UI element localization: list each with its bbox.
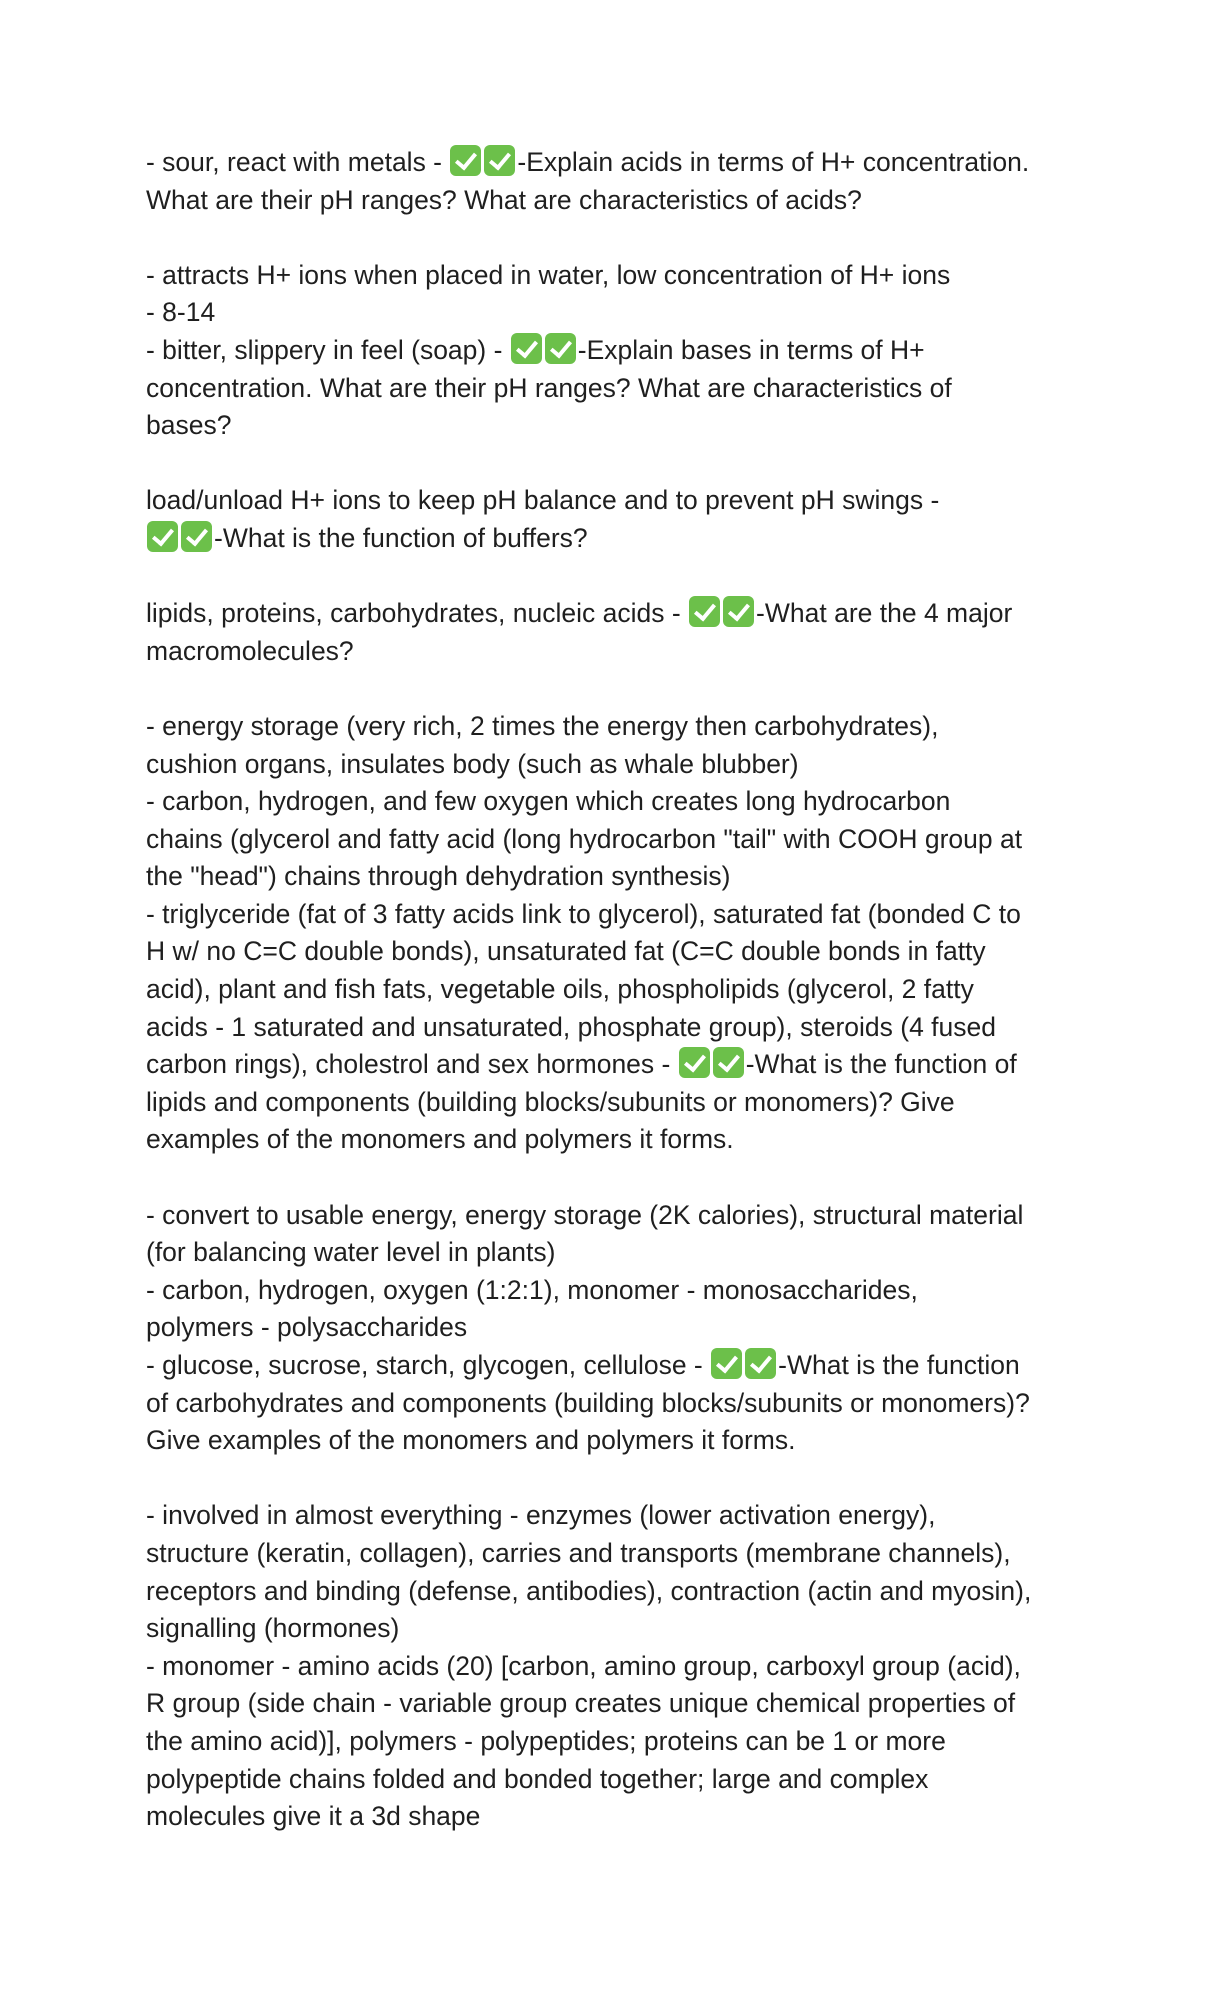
text-line (146, 1685, 1098, 1723)
text-line (146, 633, 1098, 671)
check-mark-icon (450, 145, 481, 176)
flashcard-paragraph (146, 595, 1098, 670)
check-mark-icon (679, 1047, 710, 1078)
flashcard-paragraph (146, 1497, 1098, 1835)
check-mark-icon (147, 521, 178, 552)
text-line (146, 1798, 1098, 1836)
text-line (146, 896, 1098, 934)
text-line (146, 1723, 1098, 1761)
text-line (146, 144, 1098, 182)
text-segment: polymers - polysaccharides (146, 1312, 468, 1343)
text-line (146, 933, 1098, 971)
text-segment: chains (glycerol and fatty acid (long hydrocarbon "tail" with COOH group at (146, 823, 1023, 854)
paragraph-gap (146, 1460, 1098, 1498)
check-mark-icon (181, 521, 212, 552)
text-segment: -Explain acids in terms of H+ concentration. (517, 147, 1030, 177)
text-segment: Give examples of the monomers and polymers it forms. (146, 1425, 796, 1456)
text-segment: - convert to usable energy, energy storage (2K calories), structural material (146, 1199, 1024, 1230)
text-segment: macromolecules? (146, 635, 354, 666)
check-mark-icon (745, 1348, 776, 1379)
text-line (146, 821, 1098, 859)
text-segment: examples of the monomers and polymers it forms. (146, 1124, 734, 1155)
text-segment: - sour, react with metals - (146, 147, 450, 177)
check-mark-icon (711, 1348, 742, 1379)
text-segment: - bitter, slippery in feel (soap) - (146, 334, 510, 365)
text-line (146, 1422, 1098, 1460)
text-segment: -What is the function of buffers? (214, 522, 588, 553)
flashcard-paragraph (146, 144, 1098, 219)
text-segment: - involved in almost everything - enzymes (lower activation energy), (146, 1500, 936, 1531)
paragraph-gap (146, 1159, 1098, 1197)
text-segment: the amino acid)], polymers - polypeptides; proteins can be 1 or more (146, 1725, 946, 1756)
text-line (146, 1761, 1098, 1799)
text-line (146, 783, 1098, 821)
text-line (146, 370, 1098, 408)
check-mark-icon (713, 1047, 744, 1078)
text-segment: signalling (hormones) (146, 1613, 400, 1644)
text-line (146, 1535, 1098, 1573)
text-line (146, 1197, 1098, 1235)
text-segment: concentration. What are their pH ranges? What are characteristics of (146, 372, 952, 403)
text-segment: acids - 1 saturated and unsaturated, phosphate group), steroids (4 fused (146, 1011, 997, 1042)
text-line (146, 971, 1098, 1009)
text-segment: -What are the 4 major (756, 598, 1013, 629)
text-line (146, 1347, 1098, 1385)
text-line (146, 1046, 1098, 1084)
text-segment: -What is the function (778, 1350, 1020, 1380)
text-segment: - attracts H+ ions when placed in water, low concentration of H+ ions (146, 259, 951, 290)
text-line (146, 1272, 1098, 1310)
text-line (146, 1497, 1098, 1535)
text-segment: receptors and binding (defense, antibodies), contraction (actin and myosin), (146, 1575, 1032, 1606)
text-segment: bases? (146, 410, 232, 441)
text-segment: (for balancing water level in plants) (146, 1237, 556, 1268)
text-line (146, 1234, 1098, 1272)
check-mark-icon (484, 145, 515, 176)
text-segment: polypeptide chains folded and bonded together; large and complex (146, 1763, 929, 1794)
text-line (146, 595, 1098, 633)
text-segment: acid), plant and fish fats, vegetable oils, phospholipids (glycerol, 2 fatty (146, 974, 974, 1005)
text-line (146, 708, 1098, 746)
text-segment: R group (side chain - variable group creates unique chemical properties of (146, 1688, 1016, 1719)
paragraph-gap (146, 445, 1098, 483)
text-line (146, 520, 1098, 558)
text-segment: molecules give it a 3d shape (146, 1801, 481, 1832)
text-line (146, 407, 1098, 445)
text-line (146, 1309, 1098, 1347)
check-mark-icon (723, 596, 754, 627)
text-segment: - carbon, hydrogen, oxygen (1:2:1), monomer - monosaccharides, (146, 1274, 918, 1305)
check-mark-icon (511, 333, 542, 364)
text-segment: lipids, proteins, carbohydrates, nucleic acids - (146, 598, 689, 629)
check-mark-icon (689, 596, 720, 627)
text-line (146, 182, 1098, 220)
text-segment: lipids and components (building blocks/subunits or monomers)? Give (146, 1086, 955, 1117)
text-line (146, 1121, 1098, 1159)
paragraph-gap (146, 219, 1098, 257)
text-line (146, 1648, 1098, 1686)
text-segment: - carbon, hydrogen, and few oxygen which creates long hydrocarbon (146, 786, 951, 817)
text-line (146, 1084, 1098, 1122)
text-segment: H w/ no C=C double bonds), unsaturated fat (C=C double bonds in fatty (146, 936, 986, 967)
text-line (146, 746, 1098, 784)
flashcard-paragraph (146, 708, 1098, 1159)
text-segment: structure (keratin, collagen), carries and transports (membrane channels), (146, 1537, 1011, 1568)
text-segment: - glucose, sucrose, starch, glycogen, cellulose - (146, 1350, 711, 1380)
text-segment: - energy storage (very rich, 2 times the energy then carbohydrates), (146, 710, 939, 741)
text-line (146, 1009, 1098, 1047)
paragraph-gap (146, 558, 1098, 596)
text-segment: What are their pH ranges? What are characteristics of acids? (146, 184, 862, 215)
text-line (146, 332, 1098, 370)
text-line (146, 257, 1098, 295)
text-segment: carbon rings), cholestrol and sex hormones - (146, 1049, 678, 1080)
text-segment: - triglyceride (fat of 3 fatty acids link to glycerol), saturated fat (bonded C to (146, 898, 1021, 929)
paragraph-gap (146, 670, 1098, 708)
text-segment: the "head") chains through dehydration synthesis) (146, 861, 731, 892)
flashcard-paragraph (146, 482, 1098, 557)
text-line (146, 858, 1098, 896)
text-segment: load/unload H+ ions to keep pH balance and to prevent pH swings - (146, 485, 940, 516)
check-mark-icon (545, 333, 576, 364)
text-segment: of carbohydrates and components (building blocks/subunits or monomers)? (146, 1387, 1030, 1418)
text-line (146, 1385, 1098, 1423)
text-line (146, 294, 1098, 332)
flashcard-paragraph (146, 1197, 1098, 1460)
text-line (146, 482, 1098, 520)
text-line (146, 1573, 1098, 1611)
text-segment: -What is the function of (745, 1049, 1017, 1080)
text-segment: - 8-14 (146, 297, 216, 328)
flashcard-paragraph (146, 257, 1098, 445)
text-segment: -Explain bases in terms of H+ (577, 334, 925, 365)
document-page (146, 144, 1098, 1836)
text-line (146, 1610, 1098, 1648)
text-segment: - monomer - amino acids (20) [carbon, amino group, carboxyl group (acid), (146, 1650, 1021, 1681)
text-segment: cushion organs, insulates body (such as whale blubber) (146, 748, 799, 779)
